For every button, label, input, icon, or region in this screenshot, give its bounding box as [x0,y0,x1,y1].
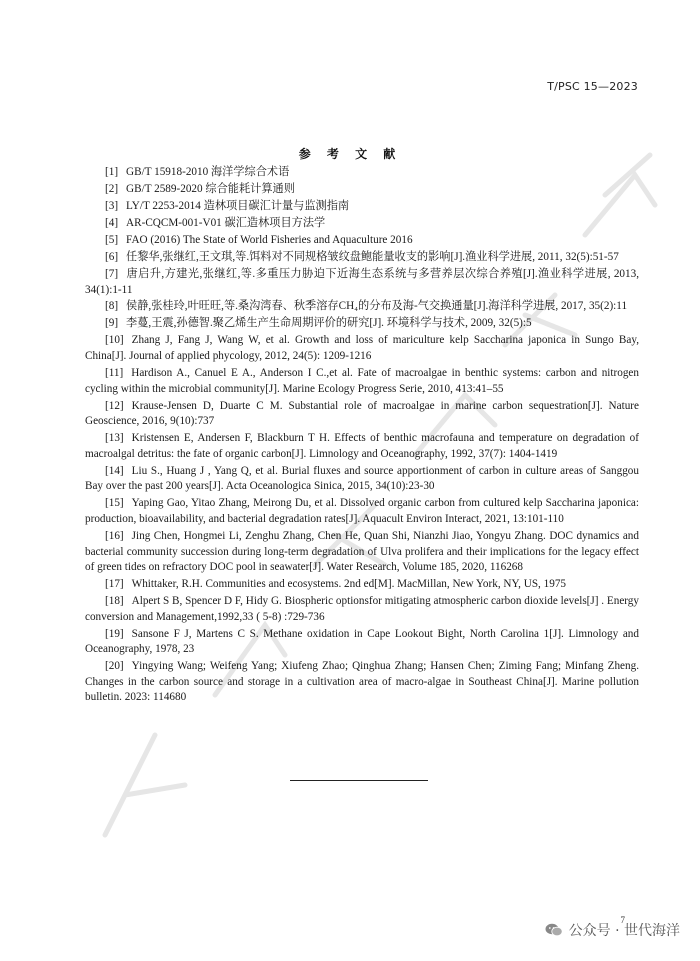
reference-item [85,299,639,315]
reference-item [85,529,639,576]
reference-number: [17] [105,578,124,591]
reference-number: [8] [105,300,119,313]
wechat-account-mark [545,920,680,940]
reference-item [85,333,639,364]
reference-item [85,594,639,625]
reference-text: Zhang J, Fang J, Wang W, et al. Growth and loss of mariculture kelp Saccharina japonica in Sungo Bay, China[J]. Journal of applied phycology, 2012, 24(5): 1209-1216 [85,334,639,363]
reference-item [85,399,639,430]
reference-number: [13] [105,432,124,445]
reference-text: 任黎华,张继红,王文琪,等.饵料对不同规格皱纹盘鲍能量收支的影响[J].渔业科学进展, 2011, 32(5):51-57 [126,250,619,263]
reference-number: [6] [105,250,119,263]
reference-item [85,165,639,181]
reference-number: [5] [105,233,119,246]
reference-item [85,182,639,198]
reference-item [85,577,639,593]
reference-text: 李蔓,王震,孙德智.聚乙烯生产生命周期评价的研究[J]. 环境科学与技术, 2009, 32(5):5 [126,317,532,330]
reference-item [85,431,639,462]
reference-text: 侯静,张桂玲,叶旺旺,等.桑沟湾春、秋季溶存CH₄的分布及海-气交换通量[J].海洋科学进展, 2017, 35(2):11 [126,300,628,313]
reference-number: [20] [105,660,124,673]
wechat-icon [545,923,563,937]
reference-text: Jing Chen, Hongmei Li, Zenghu Zhang, Chen He, Quan Shi, Nianzhi Jiao, Yongyu Zhang. DOC dynamics and bacterial community succession during long-term degradation of Ulva prolifera and their implications for the legacy effect of green tides on refractory DOC pool in seawater[J]. Water Research, Volume 185, 2020, 116268 [85,529,639,574]
reference-number: [7] [105,267,119,280]
reference-number: [4] [105,216,119,229]
reference-number: [15] [105,497,124,510]
reference-text: Yingying Wang; Weifeng Yang; Xiufeng Zhao; Qinghua Zhang; Hansen Chen; Ziming Fang; Minfang Zheng. Changes in the carbon source and storage in a cultivation area of macro-algae in Southeast China[J]. Marine pollution bulletin. 2023: 114680 [85,660,639,704]
reference-number: [12] [105,399,124,412]
reference-item [85,366,639,397]
reference-number: [14] [105,464,124,477]
reference-item [85,199,639,215]
reference-list [85,165,639,707]
page-number: 7 [620,915,625,925]
reference-text: 唐启升,方建光,张继红,等.多重压力胁迫下近海生态系统与多营养层次综合养殖[J].渔业科学进展, 2013, 34(1):1-11 [85,267,639,296]
reference-text: Kristensen E, Andersen F, Blackburn T H. Effects of benthic macrofauna and temperature on degradation of macroalgal detritus: the fate of organic carbon[J]. Limnology and Oceanography, 1992, 37(7): 1404-1419 [85,432,639,460]
reference-text: Krause-Jensen D, Duarte C M. Substantial role of macroalgae in marine carbon sequestration[J]. Nature Geoscience, 2016, 9(10):737 [85,399,639,428]
reference-text: AR-CQCM-001-V01 碳汇造林项目方法学 [126,216,326,229]
reference-item [85,464,639,495]
reference-number: [9] [105,317,119,330]
reference-text: Sansone F J, Martens C S. Methane oxidation in Cape Lookout Bight, North Carolina 1[J]. Limnology and Oceanography, 1978, 23 [85,627,639,656]
reference-text: Yaping Gao, Yitao Zhang, Meirong Du, et al. Dissolved organic carbon from cultured kelp Saccharina japonica: production, bioavailability, and bacterial degradation rates[J]. Aquacult Environ Interact, 2021, 13:101-110 [85,497,639,525]
reference-number: [10] [105,334,124,347]
reference-number: [18] [105,595,124,608]
reference-text: GB/T 2589-2020 综合能耗计算通则 [126,182,295,195]
reference-item [85,250,639,266]
reference-number: [11] [105,367,124,380]
end-rule-divider [290,780,428,781]
reference-item [85,216,639,232]
reference-text: Hardison A., Canuel E A., Anderson I C.,et al. Fate of macroalgae in benthic systems: carbon and nitrogen cycling within the microbial community[J]. Marine Ecology Progress Serie, 2010, 413:41–55 [85,367,639,395]
reference-text: Alpert S B, Spencer D F, Hidy G. Biospheric optionsfor mitigating atmospheric carbon dioxide levels[J] . Energy conversion and Management,1992,33 ( 5-8) :729-736 [85,595,639,623]
reference-item [85,233,639,249]
reference-text: LY/T 2253-2014 造林项目碳汇计量与监测指南 [126,199,350,212]
reference-item [85,496,639,527]
reference-text: Whittaker, R.H. Communities and ecosystems. 2nd ed[M]. MacMillan, New York, NY, US, 1975 [131,578,567,591]
standard-code: T/PSC 15—2023 [547,80,638,93]
reference-item [85,627,639,658]
reference-text: FAO (2016) The State of World Fisheries and Aquaculture 2016 [126,233,413,246]
reference-number: [1] [105,166,119,178]
reference-text: Liu S., Huang J , Yang Q, et al. Burial fluxes and source apportionment of carbon in culture areas of Sanggou Bay over the past 200 years[J]. Acta Oceanologica Sinica, 2015, 34(10):23-30 [85,464,639,493]
reference-item [85,659,639,706]
reference-item [85,267,639,298]
reference-item [85,316,639,332]
reference-number: [2] [105,182,119,195]
reference-number: [16] [105,529,124,542]
page-title: 参 考 文 献 [298,147,402,161]
reference-number: [3] [105,199,119,212]
wechat-label: 公众号 · 世代海洋 [568,923,680,939]
reference-number: [19] [105,627,124,640]
reference-text: GB/T 15918-2010 海洋学综合术语 [126,166,290,178]
